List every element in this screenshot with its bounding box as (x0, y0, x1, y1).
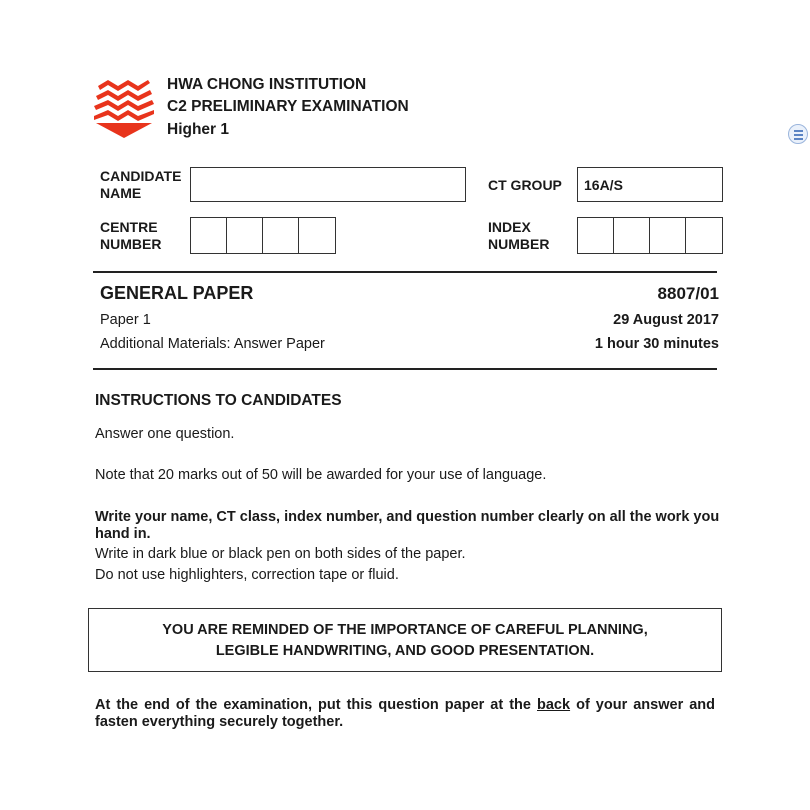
instruction-line: Note that 20 marks out of 50 will be awarded for your use of language. (95, 467, 547, 483)
candidate-name-label: CANDIDATE NAME (100, 168, 182, 201)
paper-title: GENERAL PAPER (100, 283, 254, 303)
exam-duration: 1 hour 30 minutes (594, 336, 719, 352)
index-number-label: INDEX NUMBER (488, 219, 550, 252)
centre-number-digit[interactable] (227, 218, 263, 253)
exam-date: 29 August 2017 (613, 312, 719, 328)
index-number-digit[interactable] (578, 218, 614, 253)
candidate-name-field[interactable] (190, 167, 466, 202)
ct-group-field[interactable] (577, 167, 723, 202)
divider-bottom (93, 368, 717, 370)
exam-title: C2 PRELIMINARY EXAMINATION (167, 98, 409, 115)
additional-materials: Additional Materials: Answer Paper (100, 336, 325, 352)
paper-code: 8807/01 (657, 284, 719, 303)
index-number-field[interactable] (577, 217, 723, 254)
divider-top (93, 271, 717, 273)
index-number-digit[interactable] (650, 218, 686, 253)
instructions-heading: INSTRUCTIONS TO CANDIDATES (95, 392, 342, 409)
list-menu-icon[interactable] (788, 124, 808, 144)
institution-name: HWA CHONG INSTITUTION (167, 76, 367, 93)
index-number-digit[interactable] (686, 218, 722, 253)
footer-note: At the end of the examination, put this question paper at the back of your answer and fasten everything securely together. (95, 697, 716, 730)
ct-group-value: 16A/S (584, 177, 623, 193)
instruction-line: Write in dark blue or black pen on both sides of the paper. (95, 546, 466, 562)
paper-number: Paper 1 (100, 312, 151, 328)
centre-number-digit[interactable] (263, 218, 299, 253)
centre-number-digit[interactable] (191, 218, 227, 253)
institution-logo (92, 80, 156, 140)
ct-group-label: CT GROUP (488, 177, 562, 193)
centre-number-field[interactable] (190, 217, 336, 254)
exam-level: Higher 1 (167, 121, 230, 138)
instruction-line: Do not use highlighters, correction tape or fluid. (95, 567, 399, 583)
centre-number-digit[interactable] (299, 218, 335, 253)
footer-emphasis: back (537, 697, 571, 713)
instruction-line-bold: Write your name, CT class, index number, and question number clearly on all the work you hand in. (95, 509, 720, 542)
index-number-digit[interactable] (614, 218, 650, 253)
centre-number-label: CENTRE NUMBER (100, 219, 162, 252)
instruction-line: Answer one question. (95, 426, 235, 442)
reminder-box: YOU ARE REMINDED OF THE IMPORTANCE OF CAREFUL PLANNING, LEGIBLE HANDWRITING, AND GOOD PRESENTATION. (88, 608, 722, 672)
